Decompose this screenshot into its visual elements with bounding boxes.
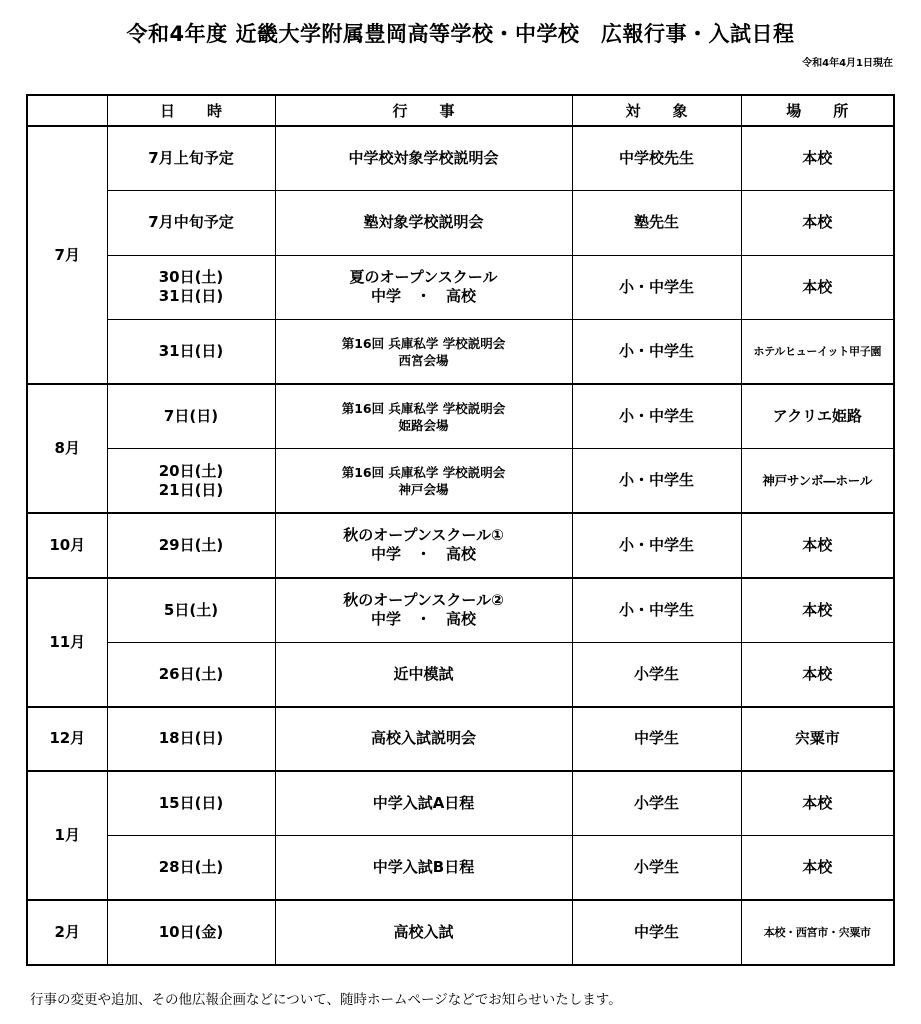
month-cell: 1月 [27, 771, 107, 900]
date-cell: 31日(日) [107, 320, 275, 385]
target-cell: 小学生 [572, 836, 741, 901]
place-cell: 宍粟市 [741, 707, 894, 772]
month-cell: 8月 [27, 384, 107, 513]
event-cell: 近中模試 [275, 642, 572, 707]
month-cell: 2月 [27, 900, 107, 965]
table-row [27, 836, 894, 901]
date-cell: 10日(金) [107, 900, 275, 965]
header-month [27, 95, 107, 126]
table-row [27, 191, 894, 256]
date-cell: 20日(土) 21日(日) [107, 449, 275, 514]
target-cell: 小・中学生 [572, 513, 741, 578]
header-row [27, 95, 894, 126]
place-cell: 本校 [741, 578, 894, 643]
event-cell: 中学入試B日程 [275, 836, 572, 901]
date-cell: 7日(日) [107, 384, 275, 449]
place-cell: 本校 [741, 642, 894, 707]
date-cell: 7月上旬予定 [107, 126, 275, 191]
header-place: 場 所 [741, 95, 894, 126]
date-cell: 7月中旬予定 [107, 191, 275, 256]
place-cell: 本校・西宮市・宍粟市 [741, 900, 894, 965]
place-cell: 本校 [741, 513, 894, 578]
event-cell: 中学校対象学校説明会 [275, 126, 572, 191]
event-cell: 中学入試A日程 [275, 771, 572, 836]
event-cell: 高校入試 [275, 900, 572, 965]
date-cell: 5日(土) [107, 578, 275, 643]
event-cell: 夏のオープンスクール 中学 ・ 高校 [275, 255, 572, 320]
event-cell: 高校入試説明会 [275, 707, 572, 772]
table-row [27, 707, 894, 772]
table-row [27, 513, 894, 578]
target-cell: 小・中学生 [572, 255, 741, 320]
target-cell: 中学生 [572, 707, 741, 772]
table-row [27, 384, 894, 449]
date-cell: 15日(日) [107, 771, 275, 836]
table-row [27, 320, 894, 385]
month-cell: 12月 [27, 707, 107, 772]
table-row [27, 126, 894, 191]
date-cell: 28日(土) [107, 836, 275, 901]
place-cell: 本校 [741, 836, 894, 901]
place-cell: 本校 [741, 191, 894, 256]
month-cell: 10月 [27, 513, 107, 578]
event-cell: 塾対象学校説明会 [275, 191, 572, 256]
table-row [27, 900, 894, 965]
target-cell: 中学生 [572, 900, 741, 965]
place-cell: 神戸サンボ―ホール [741, 449, 894, 514]
place-cell: 本校 [741, 255, 894, 320]
date-cell: 29日(土) [107, 513, 275, 578]
event-cell: 第16回 兵庫私学 学校説明会 神戸会場 [275, 449, 572, 514]
place-cell: 本校 [741, 771, 894, 836]
event-cell: 第16回 兵庫私学 学校説明会 姫路会場 [275, 384, 572, 449]
table-row [27, 771, 894, 836]
target-cell: 小・中学生 [572, 320, 741, 385]
page-title: 令和4年度 近畿大学附属豊岡高等学校・中学校 広報行事・入試日程 [126, 22, 795, 46]
event-cell: 第16回 兵庫私学 学校説明会 西宮会場 [275, 320, 572, 385]
table-row [27, 578, 894, 643]
month-cell: 7月 [27, 126, 107, 384]
table-row [27, 449, 894, 514]
event-cell: 秋のオープンスクール② 中学 ・ 高校 [275, 578, 572, 643]
schedule-body [27, 126, 894, 965]
as-of-date: 令和4年4月1日現在 [802, 58, 893, 69]
target-cell: 小学生 [572, 771, 741, 836]
date-cell: 26日(土) [107, 642, 275, 707]
target-cell: 小・中学生 [572, 449, 741, 514]
target-cell: 小・中学生 [572, 384, 741, 449]
target-cell: 中学校先生 [572, 126, 741, 191]
place-cell: アクリエ姫路 [741, 384, 894, 449]
footer-note: 行事の変更や追加、その他広報企画などについて、随時ホームページなどでお知らせいたします。 [30, 992, 622, 1008]
month-cell: 11月 [27, 578, 107, 707]
schedule-table [26, 94, 895, 966]
target-cell: 塾先生 [572, 191, 741, 256]
date-cell: 18日(日) [107, 707, 275, 772]
header-date: 日 時 [107, 95, 275, 126]
table-row [27, 255, 894, 320]
header-event: 行 事 [275, 95, 572, 126]
place-cell: 本校 [741, 126, 894, 191]
header-target: 対 象 [572, 95, 741, 126]
date-cell: 30日(土) 31日(日) [107, 255, 275, 320]
target-cell: 小学生 [572, 642, 741, 707]
table-row [27, 642, 894, 707]
event-cell: 秋のオープンスクール① 中学 ・ 高校 [275, 513, 572, 578]
target-cell: 小・中学生 [572, 578, 741, 643]
place-cell: ホテルヒューイット甲子園 [741, 320, 894, 385]
